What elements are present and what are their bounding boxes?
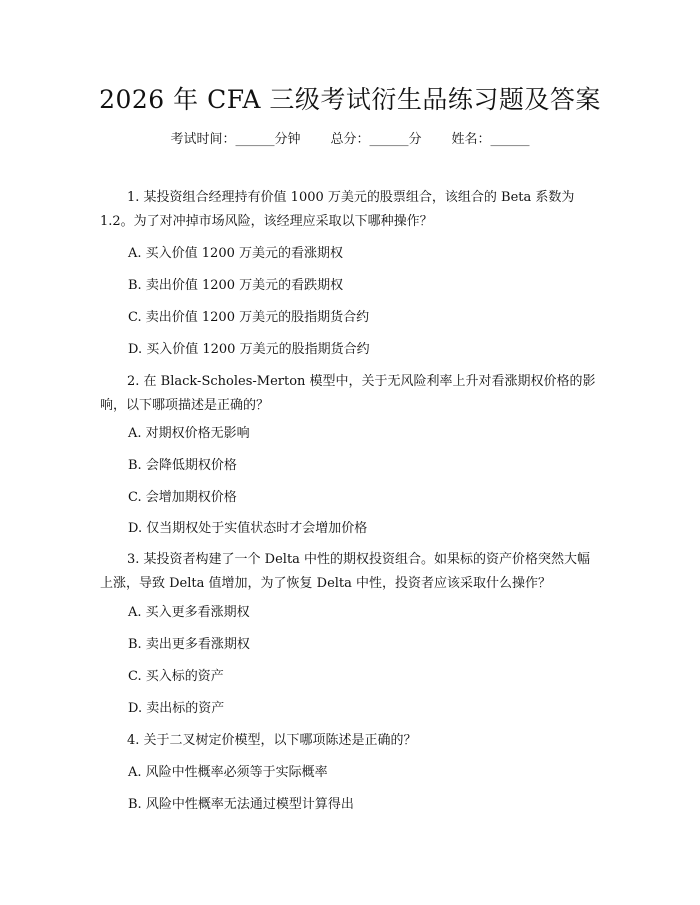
- question-2-option-c: C. 会增加期权价格: [128, 490, 237, 505]
- question-4-stem: 4. 关于二叉树定价模型，以下哪项陈述是正确的？: [127, 733, 417, 748]
- question-4-option-a: A. 风险中性概率必须等于实际概率: [128, 765, 328, 780]
- total-score-field: 总分：______分: [330, 132, 422, 147]
- question-4-option-b: B. 风险中性概率无法通过模型计算得出: [128, 797, 354, 812]
- question-2-option-a: A. 对期权价格无影响: [128, 426, 250, 441]
- question-3-option-d: D. 卖出标的资产: [128, 701, 225, 716]
- question-1-option-b: B. 卖出价值 1200 万美元的看跌期权: [128, 278, 344, 293]
- name-field: 姓名：______: [451, 132, 530, 147]
- question-2-option-d: D. 仅当期权处于实值状态时才会增加价格: [128, 521, 368, 536]
- question-1-option-c: C. 卖出价值 1200 万美元的股指期货合约: [128, 310, 370, 325]
- question-3-option-a: A. 买入更多看涨期权: [128, 605, 250, 620]
- document-title: 2026 年 CFA 三级考试衍生品练习题及答案: [99, 85, 601, 114]
- question-2-stem: 2. 在 Black-Scholes-Merton 模型中，关于无风险利率上升对看涨期权价格的影响，以下哪项描述是正确的？: [100, 374, 596, 413]
- question-1-option-d: D. 买入价值 1200 万美元的股指期货合约: [128, 342, 370, 357]
- question-1-stem: 1. 某投资组合经理持有价值 1000 万美元的股票组合，该组合的 Beta 系数为 1.2。为了对冲掉市场风险，该经理应采取以下哪种操作？: [100, 190, 575, 229]
- question-1-option-a: A. 买入价值 1200 万美元的看涨期权: [128, 246, 344, 261]
- question-2-option-b: B. 会降低期权价格: [128, 458, 237, 473]
- exam-time-field: 考试时间：______分钟: [170, 132, 301, 147]
- question-3-stem: 3. 某投资者构建了一个 Delta 中性的期权投资组合。如果标的资产价格突然大幅上涨，导致 Delta 值增加，为了恢复 Delta 中性，投资者应该采取什么操作？: [100, 552, 591, 591]
- question-3-option-c: C. 买入标的资产: [128, 669, 224, 684]
- exam-info-line: [0, 130, 700, 150]
- question-3-option-b: B. 卖出更多看涨期权: [128, 637, 250, 652]
